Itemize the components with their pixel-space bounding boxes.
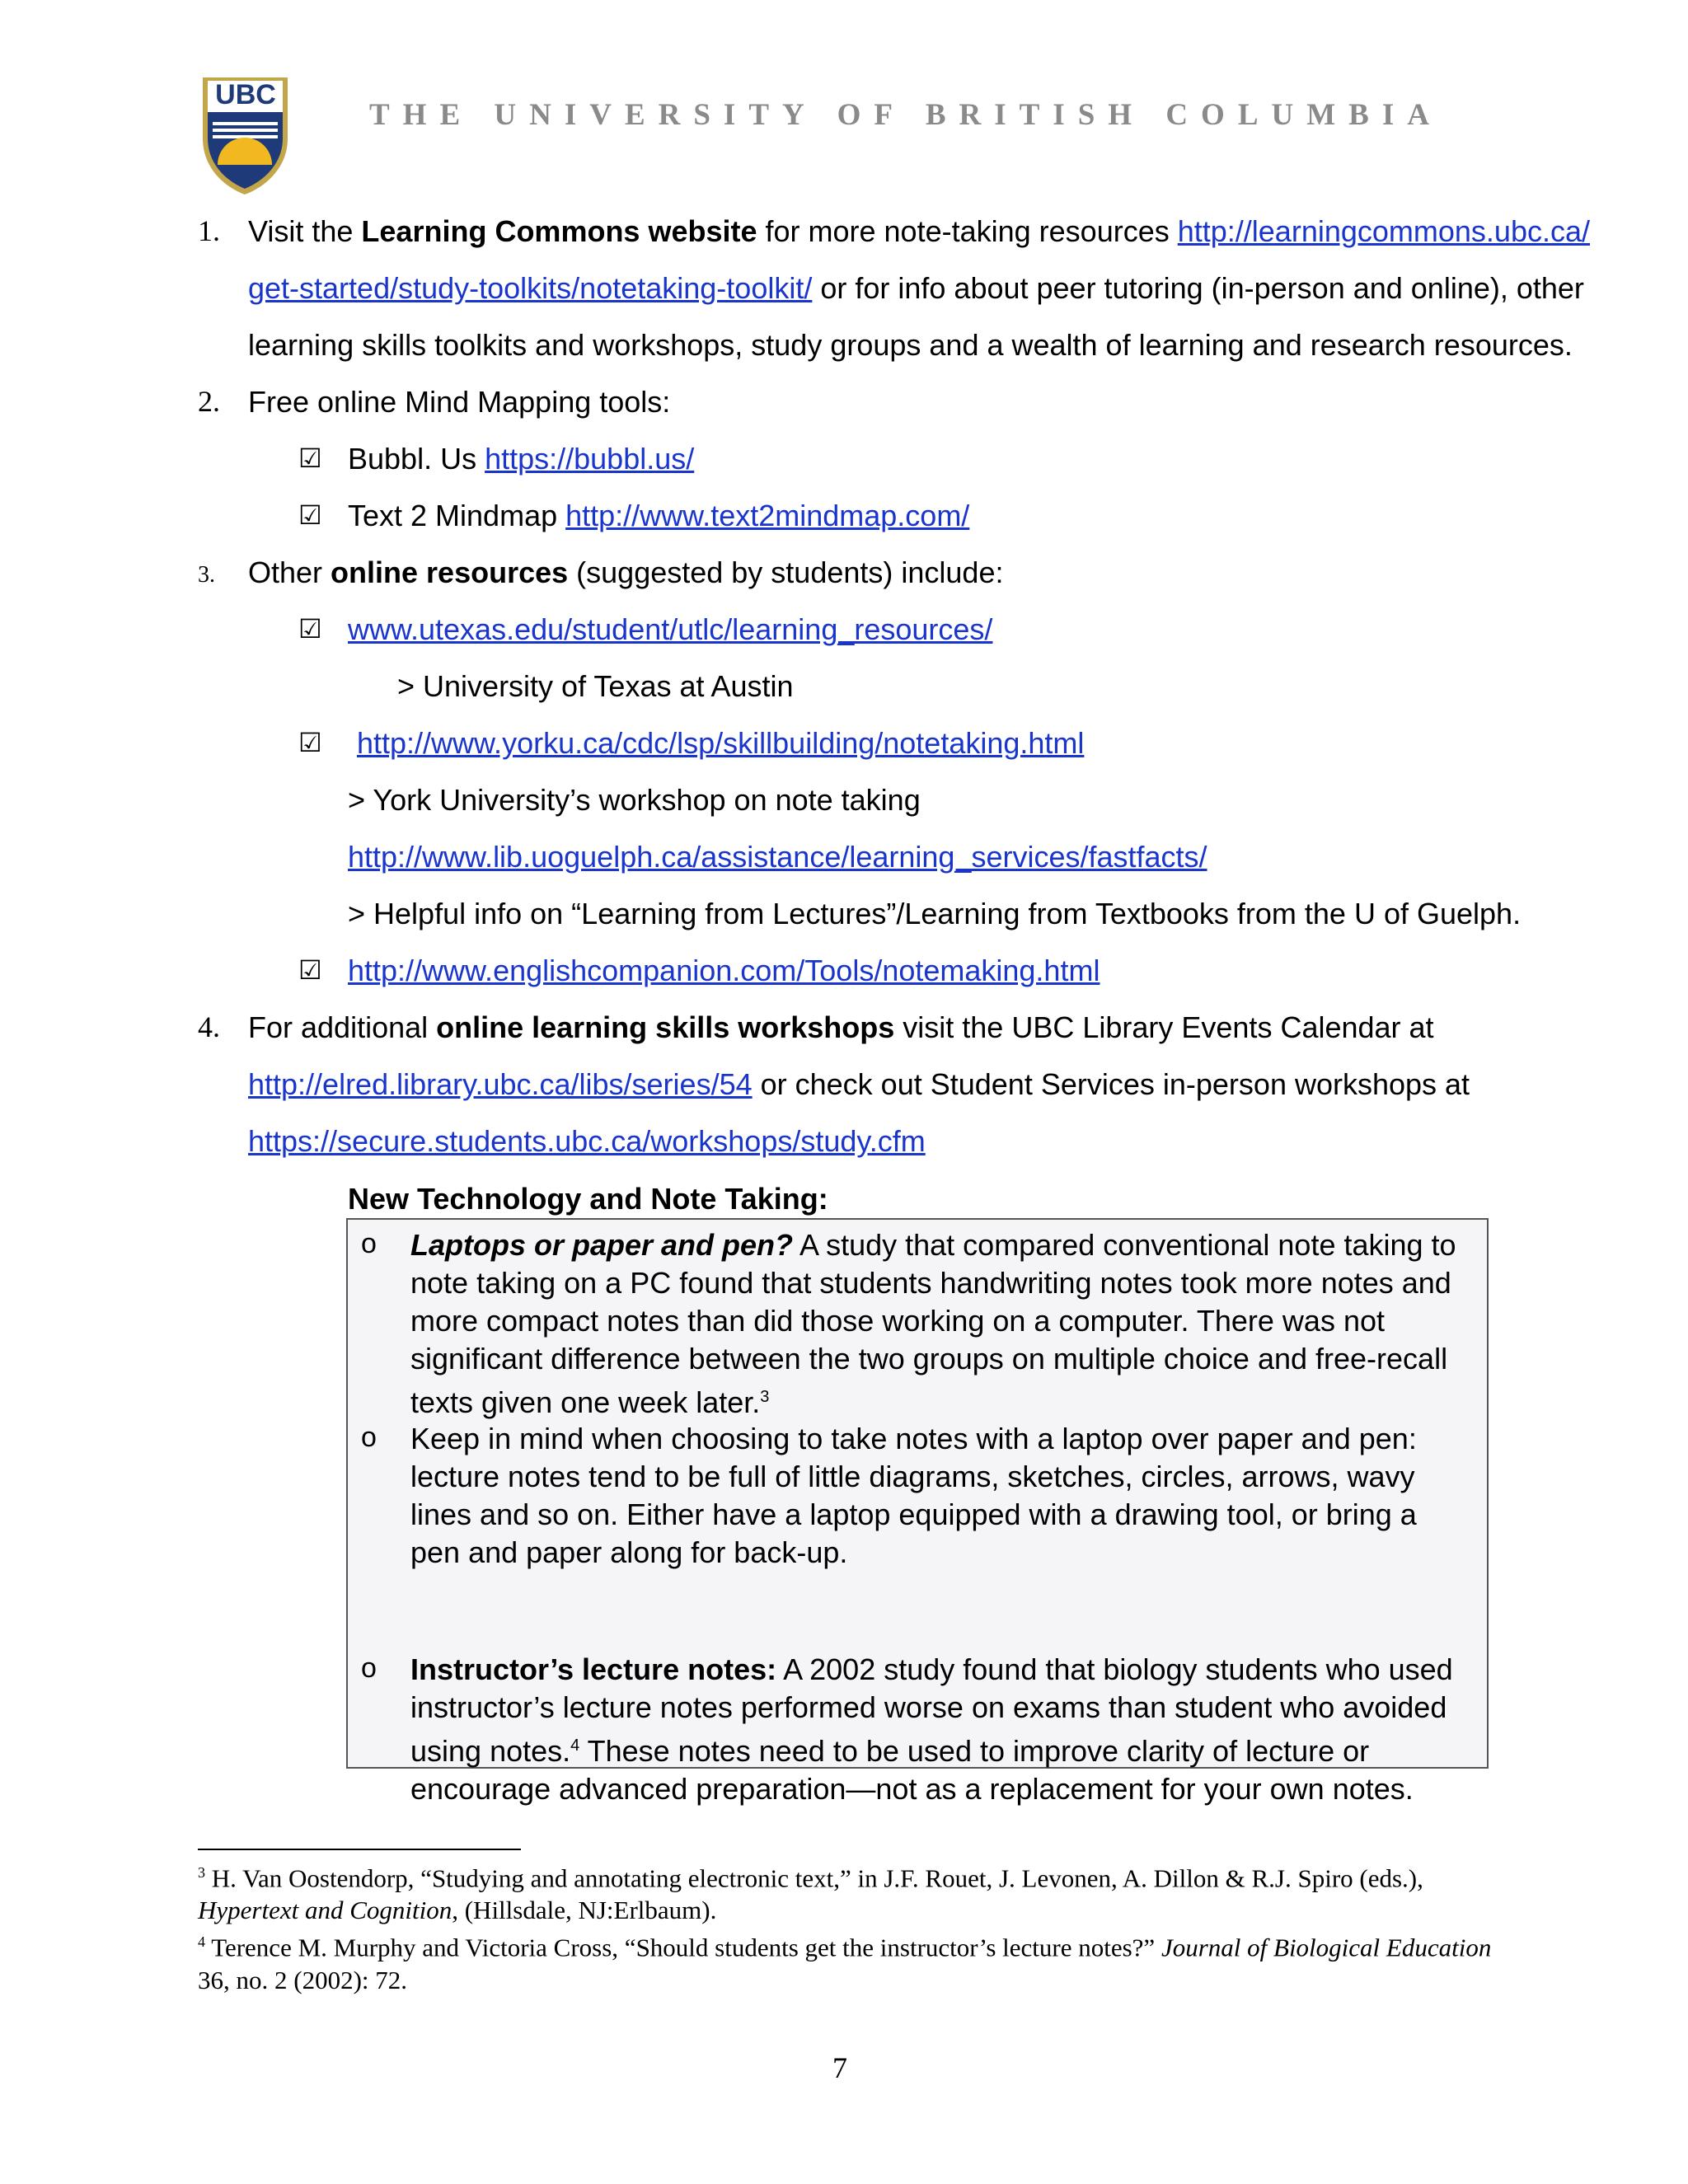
list-number-1: 1. (198, 214, 220, 247)
bullet-icon: o (361, 1652, 377, 1684)
text: Visit the (248, 214, 362, 248)
resource-yorku (357, 715, 1084, 771)
bullet-icon: o (361, 1228, 377, 1259)
bullet-icon: o (361, 1422, 377, 1453)
bold-italic-text: Laptops or paper and pen? (410, 1228, 794, 1262)
text: or check out Student Services in-person workshops at (752, 1067, 1470, 1101)
bold-text: online learning skills workshops (436, 1010, 895, 1044)
text: or for info about peer tutoring (in-person and online), other (812, 271, 1584, 305)
item-1-line-3: learning skills toolkits and workshops, study groups and a wealth of learning and research resources. (248, 328, 1573, 362)
list-number-3: 3. (198, 562, 215, 588)
item-4-line-1 (248, 999, 1434, 1056)
resource-guelph (348, 828, 1207, 885)
callout-heading: New Technology and Note Taking: (348, 1182, 828, 1216)
callout-bullet-3 (410, 1651, 1474, 1808)
footnote-ref: 4 (570, 1736, 580, 1755)
learning-commons-link-continued[interactable]: get-started/study-toolkits/notetaking-toolkit/ (248, 271, 813, 305)
page-number: 7 (832, 2051, 847, 2084)
university-name: THE UNIVERSITY OF BRITISH COLUMBIA (369, 98, 1442, 132)
footnote-number: 4 (198, 1933, 205, 1951)
text: Terence M. Murphy and Victoria Cross, “Should students get the instructor’s lecture notes?” (205, 1933, 1161, 1962)
text: , (Hillsdale, NJ:Erlbaum). (452, 1896, 717, 1925)
checkbox-icon: ☑ (298, 955, 322, 985)
item-2-text: Free online Mind Mapping tools: (248, 385, 671, 419)
tool-text2mindmap (348, 487, 969, 544)
bubbl-link[interactable]: https://bubbl.us/ (485, 442, 695, 476)
learning-commons-link[interactable]: http://learningcommons.ubc.ca/ (1177, 214, 1590, 248)
checkbox-icon: ☑ (298, 614, 322, 644)
callout-box (346, 1218, 1489, 1806)
footnote-divider (198, 1849, 521, 1850)
footnotes (198, 1857, 1500, 1996)
yorku-link[interactable]: http://www.yorku.ca/cdc/lsp/skillbuilding/notetaking.html (357, 726, 1085, 760)
utexas-link[interactable]: www.utexas.edu/student/utlc/learning_resources/ (348, 612, 993, 646)
italic-text: Journal of Biological Education (1160, 1933, 1492, 1962)
footnote-number: 3 (198, 1864, 205, 1881)
bold-text: online resources (331, 555, 569, 589)
text: H. Van Oostendorp, “Studying and annotating electronic text,” in J.F. Rouet, J. Levonen, A. Dillon & R.J. Spiro (eds.), (205, 1863, 1423, 1893)
text: visit the UBC Library Events Calendar at (894, 1010, 1434, 1044)
list-number-2: 2. (198, 385, 220, 418)
resource-utexas (348, 601, 992, 658)
text: A study that compared conventional note taking to note taking on a PC found that students handwriting notes took more notes and more compact notes than did those working on a computer. There was not significant difference between the two groups on multiple choice and free-recall texts given one week later. (410, 1228, 1456, 1419)
resource-utexas-desc: > University of Texas at Austin (397, 669, 794, 703)
resource-englishcompanion (348, 942, 1100, 999)
checkbox-icon: ☑ (298, 728, 322, 757)
student-services-workshops-link[interactable]: https://secure.students.ubc.ca/workshops/study.cfm (248, 1124, 926, 1158)
item-4-line-3 (248, 1113, 926, 1169)
ubc-library-events-link[interactable]: http://elred.library.ubc.ca/libs/series/54 (248, 1067, 753, 1101)
logo-text: UBC (215, 79, 276, 110)
text: Bubbl. Us (348, 442, 485, 476)
text: for more note-taking resources (757, 214, 1178, 248)
item-3-text (248, 544, 1003, 601)
list-number-4: 4. (198, 1010, 220, 1043)
checkbox-icon: ☑ (298, 443, 322, 473)
footnote-4 (198, 1926, 1500, 1995)
item-1-line-2 (248, 260, 1584, 316)
item-4-line-2 (248, 1056, 1470, 1113)
text: For additional (248, 1010, 437, 1044)
callout-bullet-1 (410, 1226, 1474, 1422)
footnote-ref: 3 (760, 1388, 770, 1406)
item-1-line-1 (248, 203, 1590, 260)
text: Text 2 Mindmap (348, 499, 566, 532)
text: A 2002 study found that biology students who used instructor’s lecture notes performed worse on exams than student who avoided using notes. (410, 1652, 1453, 1768)
text: (suggested by students) include: (568, 555, 1004, 589)
resource-guelph-desc: > Helpful info on “Learning from Lectures”/Learning from Textbooks from the U of Guelph. (348, 897, 1522, 930)
text: These notes need to be used to improve clarity of lecture or encourage advanced preparation—not as a replacement for your own notes. (410, 1734, 1414, 1806)
guelph-link[interactable]: http://www.lib.uoguelph.ca/assistance/learning_services/fastfacts/ (348, 840, 1207, 874)
footnote-3 (198, 1857, 1500, 1926)
englishcompanion-link[interactable]: http://www.englishcompanion.com/Tools/notemaking.html (348, 954, 1100, 987)
italic-text: Hypertext and Cognition (198, 1896, 452, 1925)
bold-text: Learning Commons website (361, 214, 757, 248)
tool-bubbl (348, 430, 694, 487)
callout-bullet-2: Keep in mind when choosing to take notes with a laptop over paper and pen: lecture notes tend to be full of little diagrams, sketches, circles, arrows, wavy lines and so on. Either have a laptop equipped with a drawing tool, or bring a pen and paper along for back-up. (410, 1422, 1417, 1569)
checkbox-icon: ☑ (298, 500, 322, 530)
text: Other (248, 555, 331, 589)
text: 36, no. 2 (2002): 72. (198, 1965, 408, 1994)
resource-yorku-desc: > York University’s workshop on note taking (348, 783, 921, 817)
bold-text: Instructor’s lecture notes: (410, 1652, 777, 1686)
text2mindmap-link[interactable]: http://www.text2mindmap.com/ (565, 499, 970, 532)
